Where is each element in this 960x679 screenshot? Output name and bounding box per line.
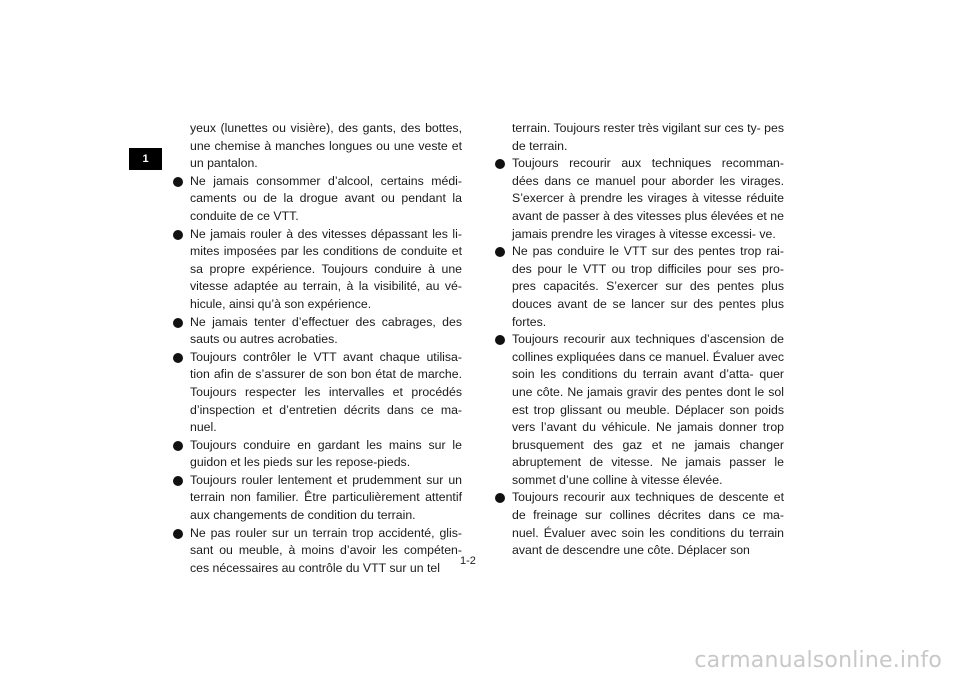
bullet-text: Ne pas rouler sur un terrain trop accidenté, glis- sant ou meuble, à moins d’avoir les compéten- ces nécessaires au contrôle du VTT sur un tel: [190, 525, 462, 575]
bullet-text: Toujours rouler lentement et prudemment sur un terrain non familier. Être particulièrement attentif aux changements de condition du terrain.: [190, 472, 462, 523]
right-bullet-item: [494, 243, 784, 331]
watermark: carmanualsonline.info: [694, 648, 942, 673]
bullet-text: Ne jamais consommer d’alcool, certains médi- caments ou de la drogue avant ou pendant la conduite de ce VTT.: [190, 173, 462, 223]
bullet-icon: [173, 529, 183, 539]
left-continuation-text: yeux (lunettes ou visière), des gants, des bottes, une chemise à manches longues ou une veste et un pantalon.: [190, 121, 462, 171]
left-bullet-item: [172, 173, 462, 226]
bullet-icon: [173, 353, 183, 363]
page-number: 1-2: [460, 555, 476, 567]
right-continuation-text: terrain. Toujours rester très vigilant sur ces ty- pes de terrain.: [512, 121, 784, 153]
bullet-text: Toujours contrôler le VTT avant chaque utilisa- tion afin de s’assurer de son bon état de marche. Toujours respecter les intervalles et procédés d’inspection et d’entretien décrits dans ce ma- nuel.: [190, 349, 462, 435]
bullet-icon: [173, 230, 183, 240]
bullet-icon: [495, 493, 505, 503]
left-bullet-item: [172, 349, 462, 437]
bullet-icon: [173, 177, 183, 187]
bullet-icon: [495, 159, 505, 169]
bullet-icon: [173, 476, 183, 486]
bullet-icon: [173, 441, 183, 451]
right-bullet-item: [494, 331, 784, 489]
bullet-icon: [495, 335, 505, 345]
bullet-icon: [173, 318, 183, 328]
left-bullet-item: [172, 525, 462, 578]
bullet-text: Toujours conduire en gardant les mains sur le guidon et les pieds sur les repose-pieds.: [190, 437, 462, 470]
chapter-tab: 1: [129, 148, 162, 170]
bullet-text: Ne pas conduire le VTT sur des pentes trop rai- des pour le VTT ou trop difficiles pour ses pro- pres capacités. S’exercer sur des pentes plus douces avant de se lancer sur des pentes plus fortes.: [512, 244, 784, 329]
bullet-text: Ne jamais tenter d’effectuer des cabrages, des sauts ou autres acrobaties.: [190, 314, 462, 347]
right-bullet-item: [494, 155, 784, 243]
left-bullet-item: [172, 472, 462, 525]
bullet-icon: [495, 247, 505, 257]
left-bullet-item: [172, 314, 462, 349]
bullet-text: Toujours recourir aux techniques de descente et de freinage sur collines décrites dans ce ma- nuel. Évaluer avec soin les conditions du terrain avant de descendre une côte. Déplacer son: [512, 490, 784, 558]
bullet-text: Toujours recourir aux techniques d’ascension de collines expliquées dans ce manuel. Évaluer avec soin les conditions du terrain avant d’atta- quer une côte. Ne jamais gravir des pentes dont le sol est trop glissant ou meuble. Déplacer son poids vers l’avant du véhicule. Ne jamais donner trop brusquement des gaz et ne jamais changer abruptement de vitesse. Ne jamais passer le sommet d’une colline à vitesse élevée.: [512, 332, 784, 487]
right-bullet-item: [494, 489, 784, 559]
left-column: [172, 120, 462, 577]
bullet-text: Ne jamais rouler à des vitesses dépassant les li- mites imposées par les conditions de conduite et sa propre expérience. Toujours conduire à une vitesse adaptée au terrain, à la visibilité, au vé- hicule, ainsi qu’à son expérience.: [190, 226, 462, 311]
left-bullet-item: [172, 226, 462, 314]
bullet-text: Toujours recourir aux techniques recomman- dées dans ce manuel pour aborder les virages. S’exercer à prendre les virages à vitesse réduite avant de passer à des vitesses plus élevées et ne jamais prendre les virages à vitesse excessi- ve.: [512, 156, 784, 241]
right-column: [494, 120, 784, 560]
left-bullet-item: [172, 437, 462, 472]
